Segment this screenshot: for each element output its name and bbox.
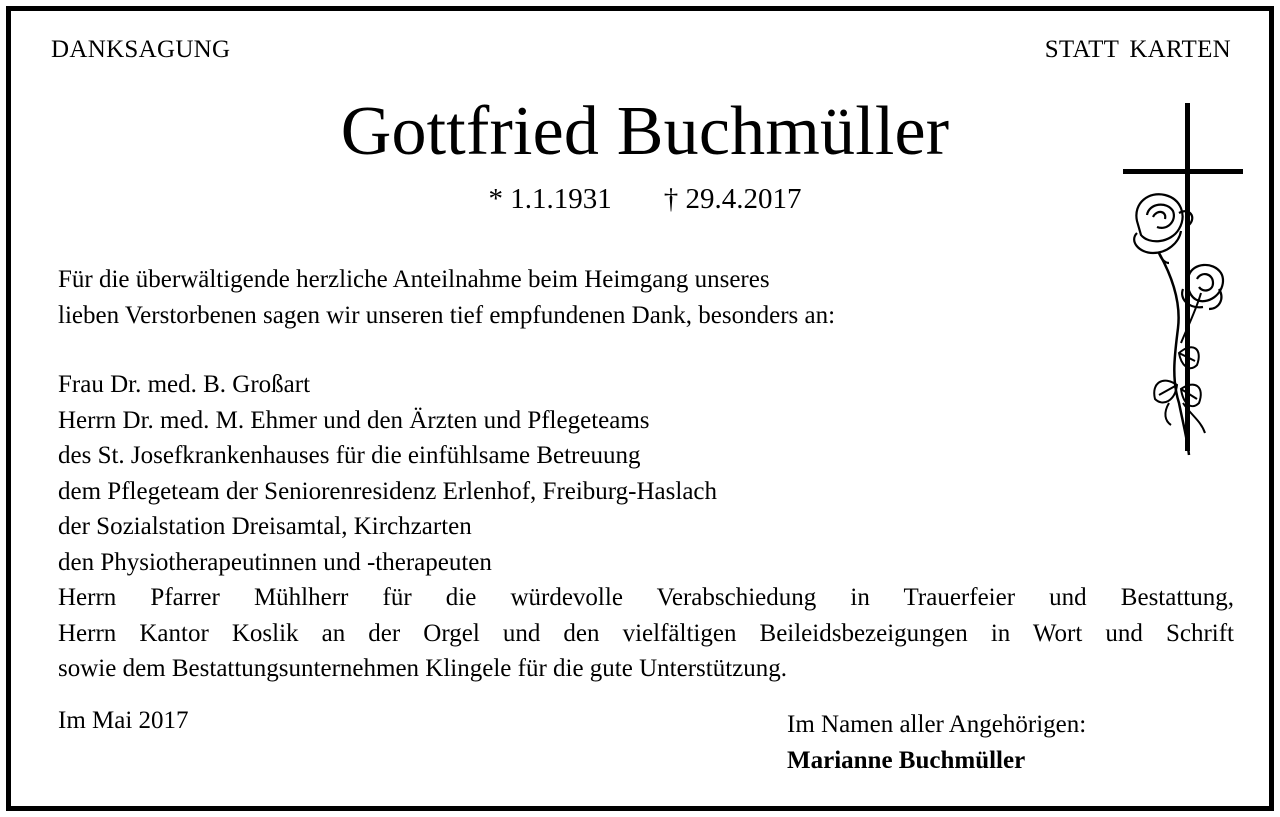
thanks-item: den Physiotherapeutinnen und -therapeuten <box>58 548 492 576</box>
life-dates <box>11 183 1279 216</box>
death-date: † 29.4.2017 <box>663 183 802 215</box>
rose-icon <box>1134 194 1192 263</box>
thanks-item: dem Pflegeteam der Seniorenresidenz Erlenhof, Freiburg-Haslach <box>58 477 718 505</box>
intro-line: lieben Verstorbenen sagen wir unseren tief empfundenen Dank, besonders an: <box>58 301 836 329</box>
signature-block <box>787 707 1086 779</box>
thanks-item: Herrn Pfarrer Mühlherr für die würdevolle Verabschiedung in Trauerfeier und Bestattung, <box>58 584 1234 611</box>
thanks-item: Herrn Kantor Koslik an der Orgel und den vielfältigen Beileidsbezeigungen in Wort und Schrift <box>58 619 1234 647</box>
thanks-item: Frau Dr. med. B. Großart <box>58 371 311 398</box>
intro-line: Für die überwältigende herzliche Anteilnahme beim Heimgang unseres <box>58 266 770 293</box>
thanks-item: sowie dem Bestattungsunternehmen Klingele für die gute Unterstützung. <box>58 655 787 682</box>
thanks-list <box>58 367 1234 687</box>
birth-date: * 1.1.1931 <box>488 183 612 215</box>
statt-karten-label: STATT KARTEN <box>1044 36 1231 63</box>
intro-paragraph <box>58 262 1234 333</box>
thanks-item: Herrn Dr. med. M. Ehmer und den Ärzten und Pflegeteams <box>58 406 650 434</box>
notice-frame <box>6 6 1274 811</box>
signature-name: Marianne Buchmüller <box>787 747 1026 774</box>
notice-type-label: DANKSAGUNG <box>51 36 231 63</box>
deceased-name: Gottfried Buchmüller <box>340 93 950 170</box>
thanks-item: des St. Josefkrankenhauses für die einfühlsame Betreuung <box>58 442 641 469</box>
thanks-item: der Sozialstation Dreisamtal, Kirchzarten <box>58 513 472 540</box>
notice-date: Im Mai 2017 <box>58 707 189 734</box>
on-behalf-label: Im Namen aller Angehörigen: <box>787 711 1087 738</box>
